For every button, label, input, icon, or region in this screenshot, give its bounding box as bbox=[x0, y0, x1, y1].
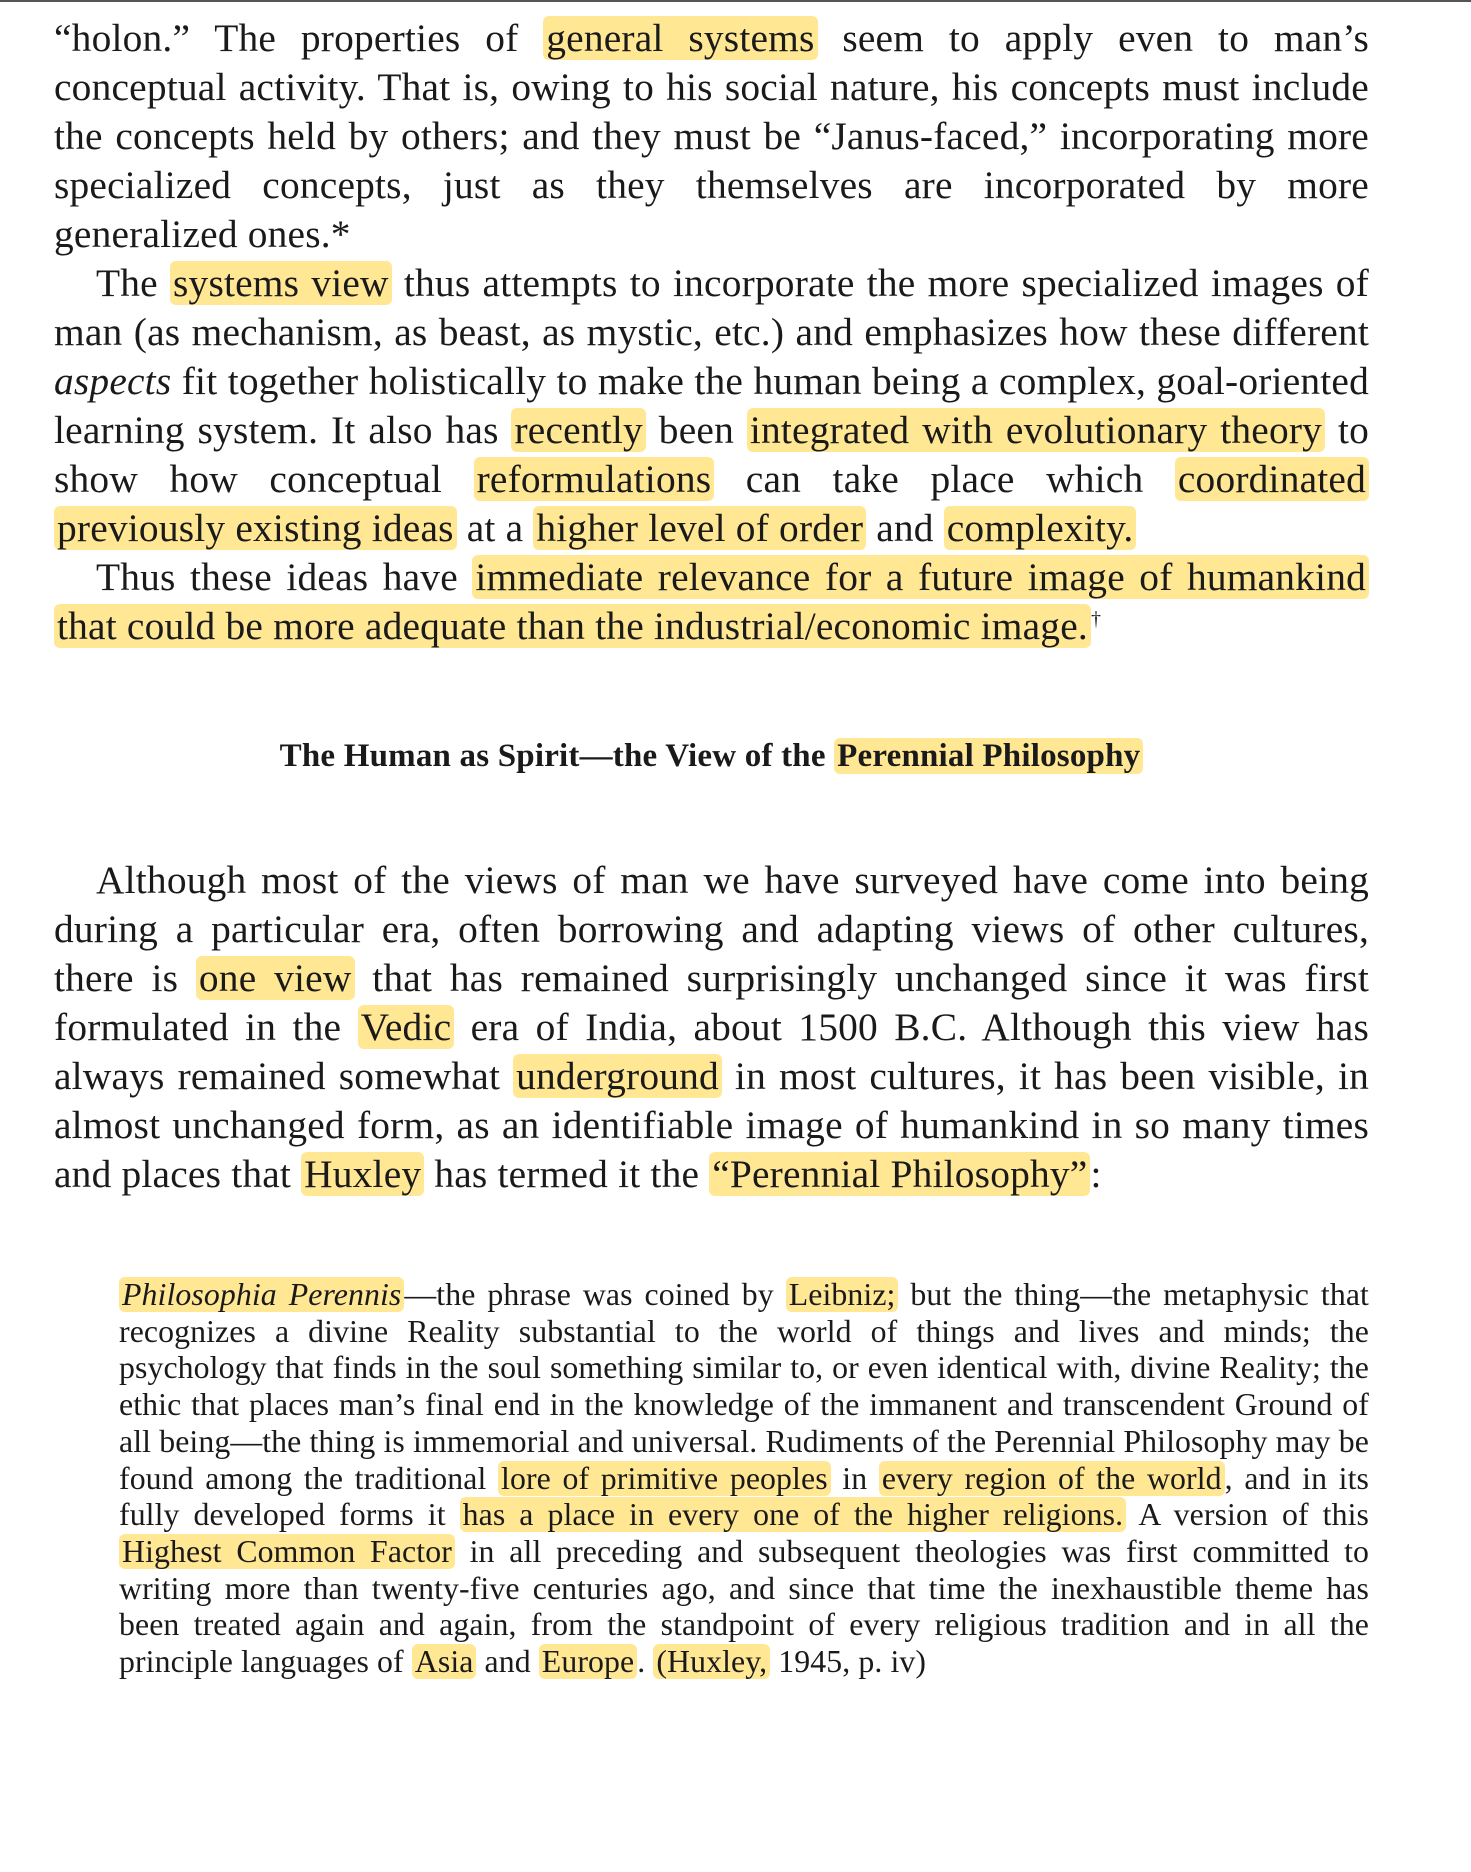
text: but the thing—the metaphysic that recognizes a divine Reality substantial to the world of things and lives and minds; the psychology that finds in the soul something similar to, or even identical with, divine Reality; the ethic that places man’s final end in the knowledge of the immanent and transcendent Ground of all being—the thing is immemorial and universal. Rudiments of the Perennial Philosophy may be found among the traditional bbox=[119, 1277, 1369, 1496]
highlight-lore-of-primitive-peoples[interactable]: lore of primitive peoples bbox=[498, 1461, 831, 1496]
emphasis-aspects: aspects bbox=[54, 359, 172, 403]
text: . bbox=[637, 1644, 654, 1680]
text: to show how conceptual bbox=[54, 408, 1370, 501]
text: has termed it the bbox=[424, 1152, 710, 1196]
paragraph-perennial bbox=[54, 856, 1369, 1199]
highlight-perennial-philosophy-heading[interactable]: Perennial Philosophy bbox=[834, 738, 1143, 774]
page-top-border bbox=[0, 0, 1471, 2]
heading-text: The Human as Spirit—the View of the bbox=[279, 738, 835, 774]
highlight-europe[interactable]: Europe bbox=[539, 1644, 637, 1679]
text: been bbox=[645, 408, 747, 452]
highlight-higher-level-of-order[interactable]: higher level of order bbox=[533, 506, 866, 550]
highlight-huxley[interactable]: Huxley bbox=[301, 1152, 424, 1196]
text: era of India, about 1500 B.C. Although this view has always remained somewhat bbox=[54, 1005, 1369, 1098]
highlight-coordinated-ideas[interactable]: coordinated previously existing ideas bbox=[54, 457, 1369, 550]
text: in all preceding and subsequent theologies was first committed to writing more than twenty-five centuries ago, and since that time the inexhaustible theme has been treated again and again, from the standpoint of every religious tradition and in all the principle languages of bbox=[119, 1533, 1370, 1680]
footnote-dagger[interactable]: † bbox=[1090, 607, 1102, 630]
highlight-vedic[interactable]: Vedic bbox=[358, 1005, 455, 1049]
text: fit together holistically to make the human being a complex, goal-oriented learning system. It also has bbox=[54, 359, 1369, 452]
text: Although most of the views of man we have surveyed have come into being during a particular era, often borrowing and adapting views of other cultures, there is bbox=[54, 858, 1369, 1000]
section-heading bbox=[54, 734, 1369, 778]
paragraph-future-image bbox=[54, 553, 1369, 651]
highlight-perennial-philosophy[interactable]: “Perennial Philosophy” bbox=[709, 1152, 1090, 1196]
highlight-one-view[interactable]: one view bbox=[196, 956, 355, 1000]
highlight-higher-religions[interactable]: has a place in every one of the higher religions. bbox=[460, 1497, 1127, 1532]
text: —the phrase was coined by bbox=[404, 1277, 786, 1312]
highlight-underground[interactable]: underground bbox=[513, 1054, 722, 1098]
highlight-reformulations[interactable]: reformulations bbox=[474, 457, 715, 501]
text: Thus these ideas have bbox=[96, 555, 473, 599]
highlight-huxley-citation[interactable]: (Huxley, bbox=[653, 1644, 770, 1679]
highlight-immediate-relevance[interactable]: immediate relevance for a future image of humankind that could be more adequate than the industrial/economic image. bbox=[54, 555, 1369, 648]
highlight-general-systems[interactable]: general systems bbox=[543, 16, 817, 60]
text: : bbox=[1090, 1152, 1102, 1196]
highlight-every-region[interactable]: every region of the world bbox=[879, 1461, 1225, 1496]
text: that has remained surprisingly unchanged since it was first formulated in the bbox=[54, 956, 1369, 1049]
text: and bbox=[866, 506, 944, 550]
text: in bbox=[830, 1460, 879, 1496]
text: thus attempts to incorporate the more specialized images of man (as mechanism, as beast, as mystic, etc.) and emphasizes how these different bbox=[54, 261, 1369, 354]
highlight-highest-common-factor[interactable]: Highest Common Factor bbox=[119, 1534, 455, 1569]
highlight-integrated-evolutionary-theory[interactable]: integrated with evolutionary theory bbox=[747, 408, 1325, 452]
text: A version of this bbox=[1126, 1497, 1369, 1533]
text: can take place which bbox=[714, 457, 1175, 501]
highlight-asia[interactable]: Asia bbox=[412, 1644, 477, 1679]
text: at a bbox=[456, 506, 534, 550]
book-page bbox=[54, 14, 1369, 1681]
citation-text: 1945, p. iv) bbox=[770, 1644, 927, 1680]
paragraph-systems-view bbox=[54, 259, 1369, 553]
text: seem to apply even to man’s conceptual activity. That is, owing to his social nature, his concepts must include the concepts held by others; and they must be “Janus-faced,” incorporating more specialized concepts, just as they themselves are incorporated by more generalized ones.* bbox=[54, 16, 1369, 256]
paragraph-holon bbox=[54, 14, 1369, 259]
highlight-complexity[interactable]: complexity. bbox=[944, 506, 1137, 550]
highlight-philosophia-perennis[interactable]: Philosophia Perennis bbox=[119, 1277, 404, 1312]
highlight-leibniz[interactable]: Leibniz; bbox=[786, 1277, 899, 1312]
text: , and in its fully developed forms it bbox=[119, 1460, 1370, 1533]
text: and bbox=[476, 1644, 539, 1680]
highlight-systems-view[interactable]: systems view bbox=[170, 261, 392, 305]
text: “holon.” The properties of bbox=[54, 16, 544, 60]
text: in most cultures, it has been visible, in almost unchanged form, as an identifiable image of humankind in so many times and places that bbox=[54, 1054, 1369, 1196]
highlight-recently[interactable]: recently bbox=[511, 408, 645, 452]
text: The bbox=[96, 261, 171, 305]
block-quote-huxley bbox=[119, 1277, 1369, 1681]
